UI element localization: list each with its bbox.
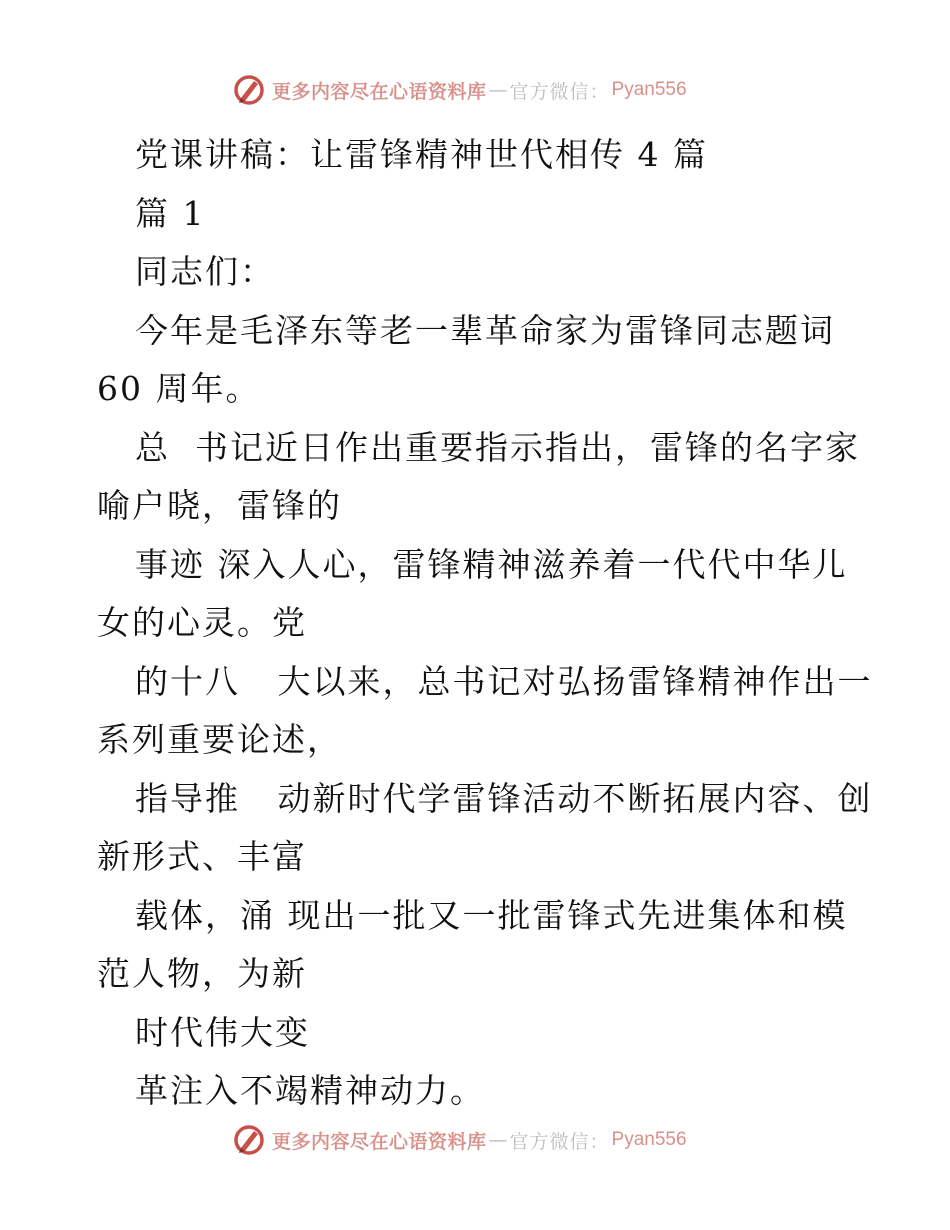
- pen-circle-logo-icon: [232, 73, 266, 107]
- paragraph-line: 新形式、丰富: [97, 837, 307, 876]
- watermark-site-text: 更多内容尽在心语资料库: [272, 1130, 487, 1153]
- paragraph-line: 革注入不竭精神动力。: [135, 1071, 485, 1110]
- footer-watermark-banner: [232, 1122, 687, 1158]
- paragraph-line: 载体，涌 现出一批又一批雷锋式先进集体和模: [135, 895, 848, 935]
- watermark-wechat-label: 官方微信：: [509, 80, 610, 103]
- paragraph-line: 今年是毛泽东等老一辈革命家为雷锋同志题词: [135, 310, 835, 350]
- section-heading: 篇 1: [135, 193, 206, 233]
- paragraph-line: 的十八 大以来，总书记对弘扬雷锋精神作出一: [135, 661, 873, 701]
- paragraph-line: 范人物，为新: [97, 954, 307, 993]
- watermark-site-text: 更多内容尽在心语资料库: [272, 80, 487, 103]
- watermark-separator: —: [488, 1129, 508, 1151]
- paragraph-line: 系列重要论述，: [97, 720, 342, 759]
- paragraph-line: 总 书记近日作出重要指示指出，雷锋的名字家: [135, 427, 860, 467]
- paragraph-line: 女的心灵。党: [97, 603, 307, 642]
- watermark-separator: —: [488, 79, 508, 101]
- watermark-wechat-id: Pyan556: [611, 1129, 687, 1150]
- paragraph-line: 时代伟大变: [135, 1012, 310, 1052]
- salutation: 同志们：: [135, 252, 275, 291]
- paragraph-line: 事迹 深入人心，雷锋精神滋养着一代代中华儿: [135, 544, 848, 584]
- paragraph-line: 喻户晓，雷锋的: [97, 486, 342, 525]
- watermark-wechat-label: 官方微信：: [509, 1130, 610, 1153]
- pen-circle-logo-icon: [232, 1123, 266, 1157]
- document-title: 党课讲稿：让雷锋精神世代相传 4 篇: [135, 135, 708, 174]
- watermark-wechat-id: Pyan556: [611, 79, 687, 100]
- document-body: [97, 126, 873, 1121]
- paragraph-line: 指导推 动新时代学雷锋活动不断拓展内容、创: [135, 778, 873, 818]
- paragraph-line: 60 周年。: [97, 369, 261, 408]
- header-watermark-banner: [232, 72, 687, 108]
